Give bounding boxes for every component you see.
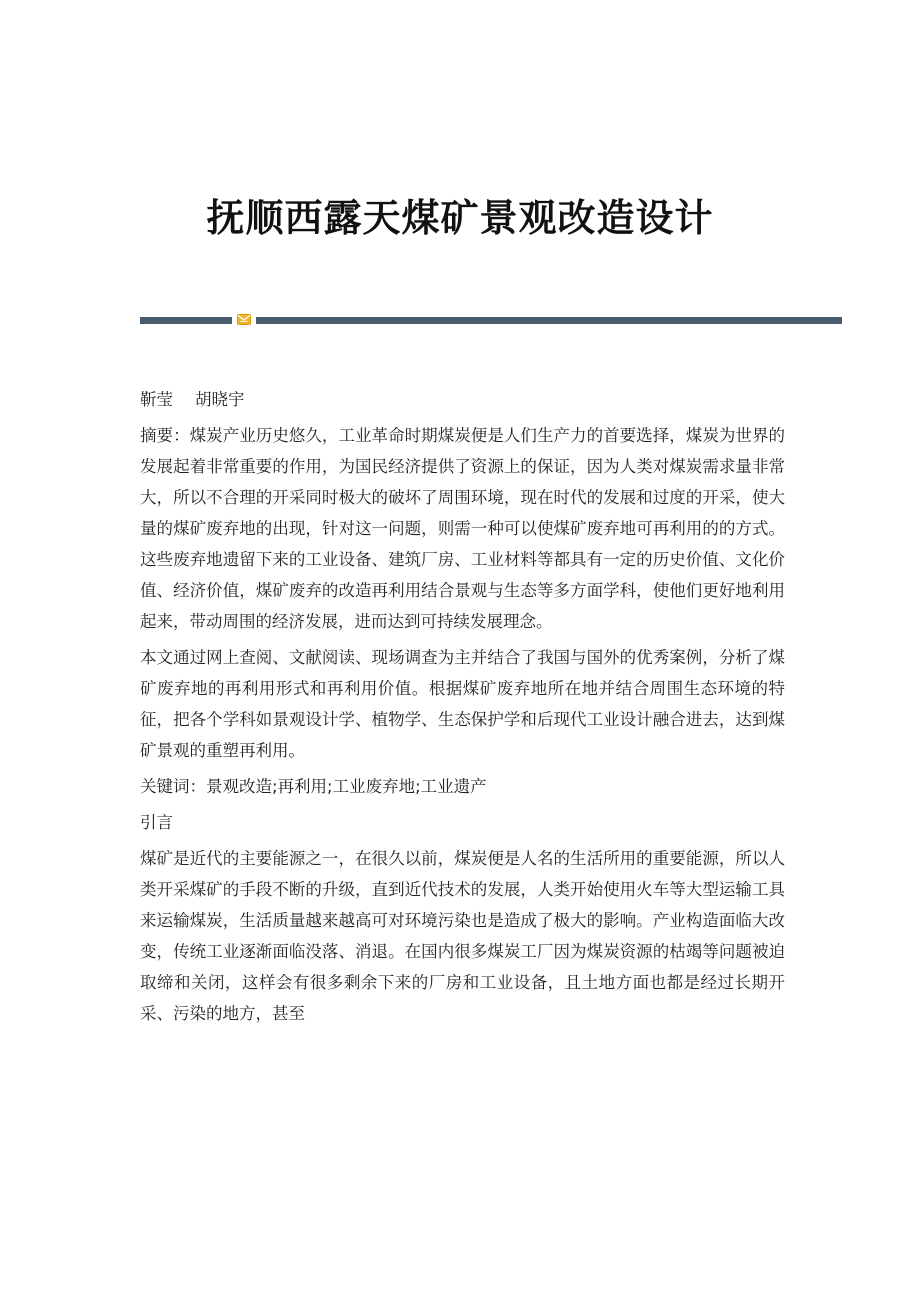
abstract-paragraph: 摘要：煤炭产业历史悠久，工业革命时期煤炭便是人们生产力的首要选择，煤炭为世界的发展起着非常重要的作用，为国民经济提供了资源上的保证，因为人类对煤炭需求量非常大，所以不合理的开采同时极大的破坏了周围环境，现在时代的发展和过度的开采，使大量的煤矿废弃地的出现，针对这一问题，则需一种可以使煤矿废弃地可再利用的的方式。这些废弃地遗留下来的工业设备、建筑厂房、工业材料等都具有一定的历史价值、文化价值、经济价值，煤矿废弃的改造再利用结合景观与生态等多方面学科，使他们更好地利用起来，带动周围的经济发展，进而达到可持续发展理念。 <box>140 426 785 631</box>
intro-heading: 引言 <box>140 813 173 832</box>
author-name: 胡晓宇 <box>195 390 245 409</box>
divider-bar-right <box>256 317 842 324</box>
author-line <box>140 384 785 415</box>
document-body <box>140 384 785 1034</box>
divider-bar-left <box>140 317 232 324</box>
envelope-icon <box>237 314 251 325</box>
intro-paragraph: 煤矿是近代的主要能源之一，在很久以前，煤炭便是人名的生活所用的重要能源，所以人类开采煤矿的手段不断的升级，直到近代技术的发展，人类开始使用火车等大型运输工具来运输煤炭，生活质量越来越高可对环境污染也是造成了极大的影响。产业构造面临大改变，传统工业逐渐面临没落、消退。在国内很多煤炭工厂因为煤炭资源的枯竭等问题被迫取缔和关闭，这样会有很多剩余下来的厂房和工业设备，且土地方面也都是经过长期开采、污染的地方，甚至 <box>140 849 785 1023</box>
author-name: 靳莹 <box>140 390 173 409</box>
title-divider <box>140 312 842 326</box>
document-title: 抚顺西露天煤矿景观改造设计 <box>206 195 714 240</box>
keywords-line: 关键词：景观改造;再利用;工业废弃地;工业遗产 <box>140 777 487 796</box>
abstract-paragraph-2: 本文通过网上查阅、文献阅读、现场调查为主并结合了我国与国外的优秀案例，分析了煤矿废弃地的再利用形式和再利用价值。根据煤矿废弃地所在地并结合周围生态环境的特征，把各个学科如景观设计学、植物学、生态保护学和后现代工业设计融合进去，达到煤矿景观的重塑再利用。 <box>140 648 785 760</box>
